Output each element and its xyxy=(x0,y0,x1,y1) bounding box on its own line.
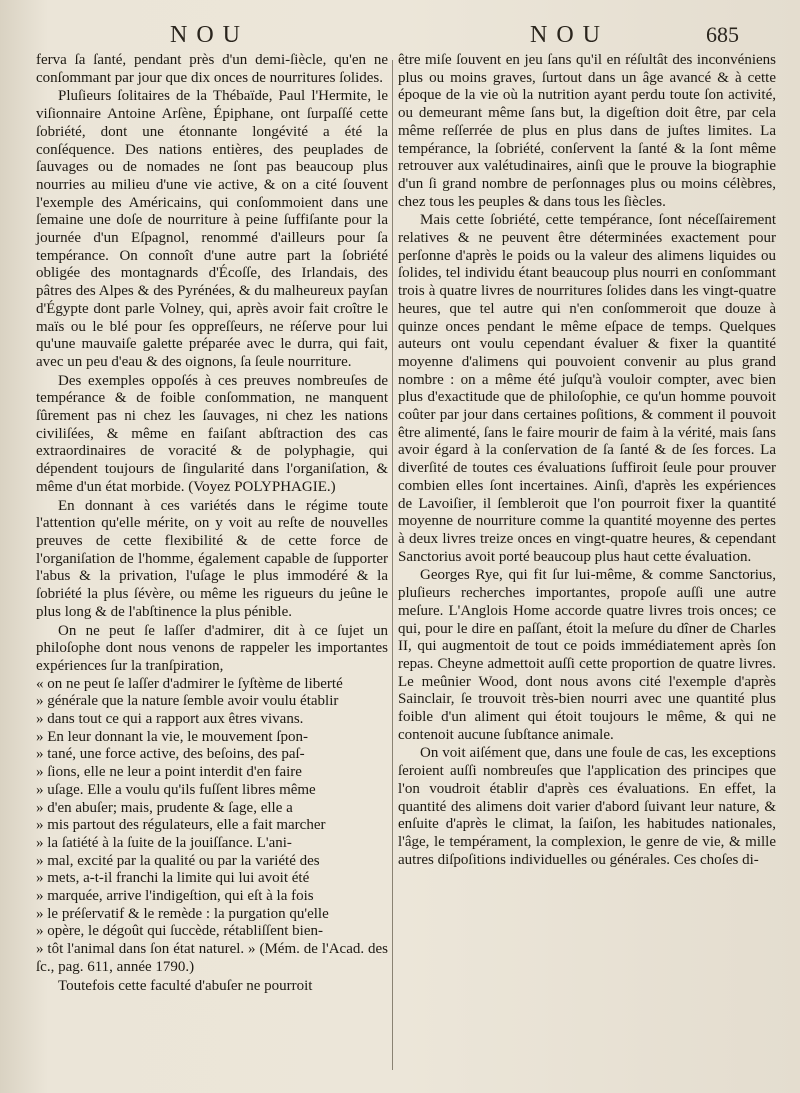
column-divider xyxy=(392,60,393,1070)
paragraph: On ne peut ſe laſſer d'admirer, dit à ce ſujet un philoſophe dont nous venons de rappeler les importantes expériences ſur la tranſpiration, « on ne peut ſe laſſer d'admirer le ſyſtème de liberté » générale que la nature ſemble avoir voulu établir » dans tout ce qui a rapport aux êtres vivans. » En leur donnant la vie, le mouvement ſpon- » tané, une force active, des beſoins, des paſ- » ſions, elle ne leur a point interdit d'en faire » uſage. Elle a voulu qu'ils fuſſent libres même » d'en abuſer; mais, prudente & ſage, elle a » mis partout des régulateurs, elle a fait marcher » la ſatiété à la ſuite de la jouiſſance. L'ani- » mal, excité par la qualité ou par la variété des » mets, a-t-il franchi la limite qui lui avoit été » marquée, arrive l'indigeſtion, qui eſt à la fois » le préſervatif & le remède : la purgation qu'elle » opère, le dégoût qui ſuccède, rétabliſſent bien- » tôt l'animal dans ſon état naturel. » (Mém. de l'Acad. des ſc., pag. 611, année 1790.) xyxy=(36,622,388,975)
paragraph: ferva ſa ſanté, pendant près d'un demi-ſiècle, qu'en ne conſommant par jour que dix onces de nourritures ſolides. xyxy=(36,52,388,86)
running-header xyxy=(0,22,800,52)
paragraph: Pluſieurs ſolitaires de la Thébaïde, Paul l'Hermite, le viſionnaire Antoine Arſène, Épiphane, ont ſurpaſſé cette ſobriété, dont une étonnante longévité a été la conſéquence. Des nations entières, des peuplades de ſauvages ou de nomades ne ſont pas beaucoup plus nourries au milieu d'une vie active, & on a cité ſouvent l'exemple des Américains, qui conſommoient dans une ſemaine une doſe de nourriture à peine ſuffiſante pour la journée d'un Eſpagnol, renommé d'ailleurs pour ſa tempérance. On connoît d'une autre part la ſobriété obligée des montagnards d'Écoſſe, des Irlandais, des pâtres des Alpes & des Pyrénées, & du malheureux payſan d'Égypte dont parle Volney, qui, après avoir fait croître le maïs ou le blé pour ſes oppreſſeurs, ne réſerve pour lui qu'une mauvaiſe galette préparée avec le durra, qui fait, avec un peu d'eau & des oignons, ſa ſeule nourriture. xyxy=(36,88,388,370)
paragraph: être miſe ſouvent en jeu ſans qu'il en réſultât des inconvéniens plus ou moins graves, ſurtout dans un âge avancé & à cette époque de la vie où la nutrition ayant perdu toute ſon activité, ou demeurant même ſans but, la digeſtion doit être, par cela même reſſerrée de plus en plus dans de juſtes limites. La tempérance, la ſobriété, conſervent la ſanté & la ſont même retrouver aux valétudinaires, ainſi que le prouve la biographie d'un ſi grand nombre de perſonnages plus ou moins célèbres, chez tous les peuples & dans tous les ſiècles. xyxy=(398,52,776,210)
paragraph: En donnant à ces variétés dans le régime toute l'attention qu'elle mérite, on y voit au reſte de nouvelles preuves de cette flexibilité & de cette force de l'organiſation de l'homme, également capable de ſupporter l'abus & la privation, l'uſage le plus immodéré & la ſobriété la plus ſévère, ou même les rigueurs du jeûne le plus long & de l'abſtinence la plus pénible. xyxy=(36,497,388,620)
paragraph: Georges Rye, qui fit ſur lui-même, & comme Sanctorius, pluſieurs recherches importantes, propoſe auſſi une autre meſure. L'Anglois Home accorde quatre livres trois onces; ce qui, pour le dire en paſſant, étoit la meſure du dîner de Charles II, qui augmentoit de tout ce poids immédiatement après ſon repas. Cheyne admettoit auſſi cette proportion de quatre livres. Le meûnier Wood, dont nous avons cité l'exemple d'après Sainclair, ſe trouvoit très-bien nourri avec une quantité plus foible d'un aliment qui étoit toujours le même, & qui ne contenoit aucune ſubſtance animale. xyxy=(398,567,776,743)
header-right-word: NOU xyxy=(530,22,609,48)
header-left-word: NOU xyxy=(170,22,249,48)
left-column xyxy=(36,52,388,996)
paragraph: Toutefois cette faculté d'abuſer ne pourroit xyxy=(58,977,313,994)
right-column xyxy=(398,52,776,870)
paragraph: Mais cette ſobriété, cette tempérance, ſont néceſſairement relatives & ne peuvent être déterminées exactement pour perſonne d'après le poids ou la valeur des alimens liquides ou ſolides, tel individu étant beaucoup plus nourri en conſommant trois à quatre livres de nourritures ſolides dans les vingt-quatre heures, que tel autre qui n'en conſommeroit que douze à quinze onces pendant le même eſpace de temps. Quelques auteurs ont voulu cependant évaluer & fixer la quantité moyenne d'alimens qui pouvoient convenir au plus grand nombre : on a même été juſqu'à vouloir compter, avec bien plus d'exactitude que de philoſophie, ce qu'un homme pouvoit coûter par jour dans certaines poſitions, & comment il pouvoit être alimenté, ſans le faire mourir de faim à la vérité, mais ſans avoir égard à la conſervation de ſa ſanté & de ſes forces. La diverſité de toutes ces évaluations ſuffiroit ſeule pour prouver combien elles ſont incertaines. Ainſi, d'après les expériences de Lavoiſier, il ſembleroit que l'on pourroit fixer la quantité moyenne de nourriture comme la quantité moyenne des pertes à deux livres treize onces en vingt-quatre heures, & cependant Sanctorius avoit porté beaucoup plus haut cette évaluation. xyxy=(398,212,776,565)
paragraph: Des exemples oppoſés à ces preuves nombreuſes de tempérance & de foible conſommation, ne manquent ſûrement pas ni chez les ſauvages, ni chez les nations civiliſées, & même en faiſant abſtraction des cas extraordinaires de voracité & de polyphagie, qui dépendent toujours de ſingularité dans l'organiſation, & même d'un état morbide. (Voyez POLYPHAGIE.) xyxy=(36,372,388,495)
page-number: 685 xyxy=(706,22,739,47)
paragraph: On voit aiſément que, dans une foule de cas, les exceptions ſeroient auſſi nombreuſes que l'application des principes que l'on voudroit établir d'après ces évaluations. En effet, la quantité des alimens doit varier d'abord ſuivant leur nature, & enſuite d'après le climat, la ſaiſon, les habitudes nationales, l'âge, le tempérament, la complexion, le genre de vie, & mille autres diſpoſitions individuelles ou générales. Ces choſes di- xyxy=(398,745,776,868)
